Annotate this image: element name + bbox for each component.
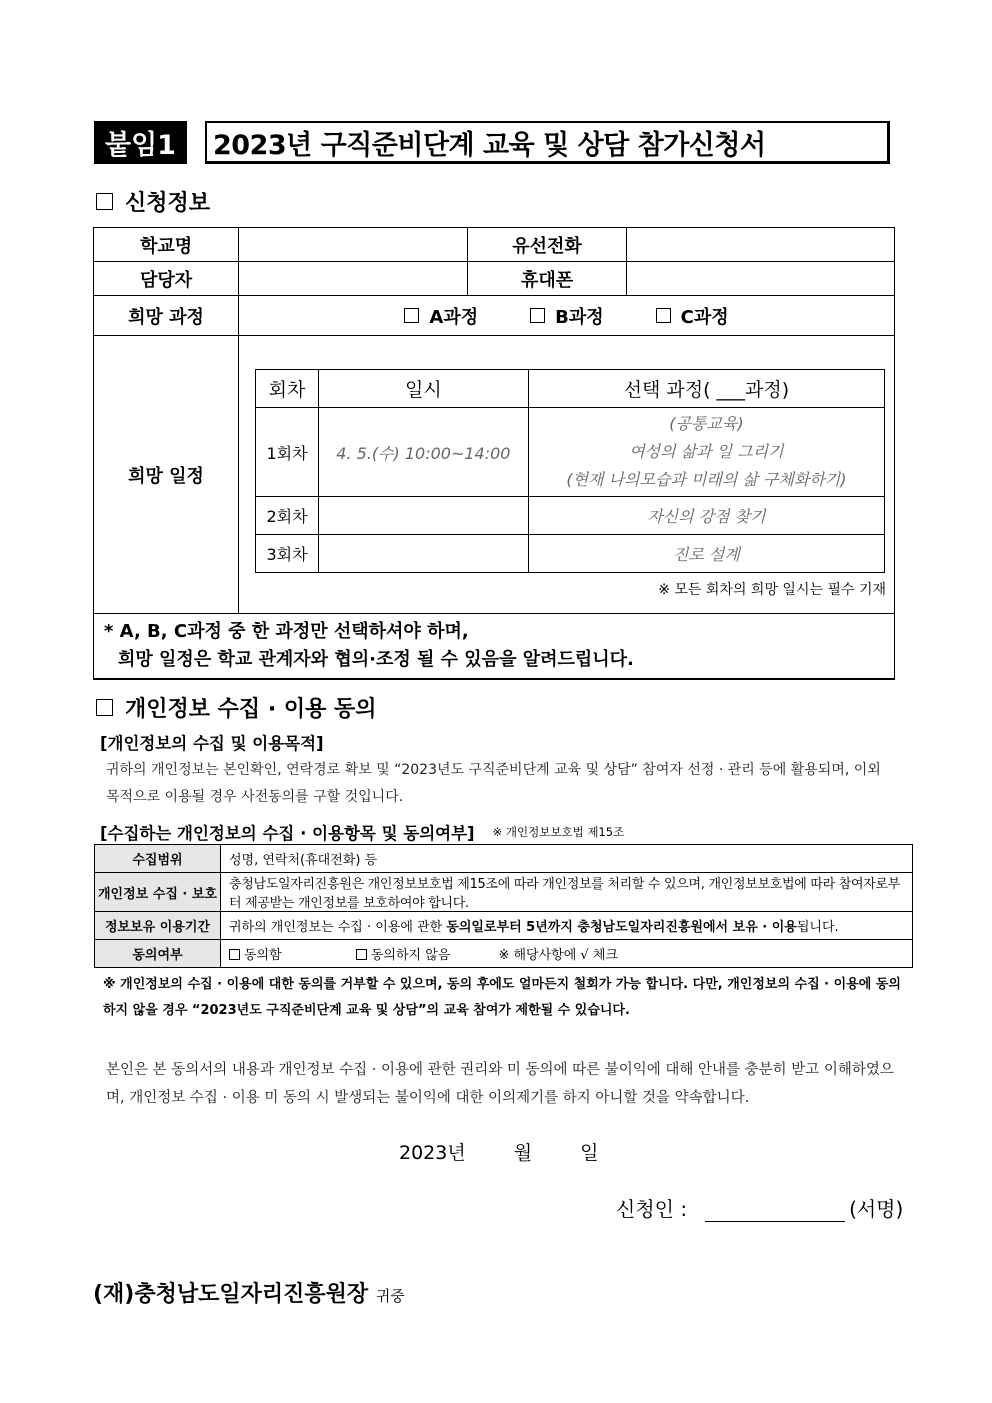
section-heading-application <box>96 186 210 217</box>
round-2-content: 자신의 강점 찾기 <box>528 497 884 535</box>
mobile-field[interactable] <box>627 262 895 296</box>
scope-key: 수집범위 <box>95 845 221 873</box>
retention-key: 정보보유 이용기간 <box>95 912 221 940</box>
course-header: 선택 과정( ___과정) <box>528 370 884 408</box>
consent-key: 동의여부 <box>95 940 221 968</box>
collection-table <box>94 844 913 968</box>
honorific: 귀중 <box>375 1287 405 1305</box>
course-option-c[interactable]: C과정 <box>656 303 729 329</box>
square-bullet-icon <box>96 699 113 716</box>
round-header: 회차 <box>256 370 319 408</box>
round-2: 2회차 <box>256 497 319 535</box>
school-field[interactable] <box>239 228 468 262</box>
course-option-a[interactable]: A과정 <box>404 303 478 329</box>
round-3-content: 진로 설계 <box>528 535 884 573</box>
course-option-b[interactable]: B과정 <box>530 303 604 329</box>
contact-person-field[interactable] <box>239 262 468 296</box>
purpose-heading: [개인정보의 수집 및 이용목적] <box>100 734 324 753</box>
purpose-text: 귀하의 개인정보는 본인확인, 연락경로 확보 및 “2023년도 구직준비단계 교육 및 상담” 참여자 선정 · 관리 등에 활용되며, 이외 목적으로 이용될 경우 사전동의를 구할 것입니다. <box>106 762 881 805</box>
recipient: (재)충청남도일자리진흥원장 귀중 <box>93 1282 405 1307</box>
round-1-content: (공통교육) 여성의 삶과 일 그리기 (현재 나의모습과 미래의 삶 구체화하기) <box>528 408 884 497</box>
date-day: 일 <box>580 1142 599 1164</box>
date-month: 월 <box>513 1142 533 1164</box>
desired-course-label: 희망 과정 <box>94 296 239 336</box>
signature-line <box>616 1193 903 1222</box>
attachment-badge: 붙임1 <box>94 121 187 164</box>
school-label: 학교명 <box>94 228 239 262</box>
round-2-datetime[interactable] <box>318 497 528 535</box>
section-heading-privacy <box>96 692 377 723</box>
round-3-datetime[interactable] <box>318 535 528 573</box>
landline-label: 유선전화 <box>468 228 627 262</box>
course-options-cell <box>239 296 895 336</box>
date-line <box>399 1138 598 1165</box>
agreement-statement: 본인은 본 동의서의 내용과 개인정보 수집 · 이용에 관한 권리와 미 동의에 따른 불이익에 대해 안내를 충분히 받고 이해하였으며, 개인정보 수집 · 이용 미 동의 시 발생되는 불이익에 대한 이의제기를 하지 아니할 것을 약속합니다. <box>106 1062 894 1106</box>
agree-option[interactable]: 동의함 <box>229 948 282 963</box>
section-title: 개인정보 수집 · 이용 동의 <box>125 697 377 722</box>
scope-value: 성명, 연락처(휴대전화) 등 <box>221 845 913 873</box>
desired-schedule-label: 희망 일정 <box>94 336 239 614</box>
mobile-label: 휴대폰 <box>468 262 627 296</box>
section-title: 신청정보 <box>125 191 211 216</box>
checkbox-icon[interactable] <box>356 949 367 960</box>
contact-person-label: 담당자 <box>94 262 239 296</box>
landline-field[interactable] <box>627 228 895 262</box>
round-1-datetime[interactable]: 4. 5.(수) 10:00~14:00 <box>318 408 528 497</box>
sign-suffix: (서명) <box>849 1197 904 1221</box>
refusal-notice: ※ 개인정보의 수집 · 이용에 대한 동의를 거부할 수 있으며, 동의 후에도 얼마든지 철회가 가능 합니다. 다만, 개인정보의 수집 · 이용에 동의하지 않을 경우 “2023년도 구직준비단계 교육 및 상담”의 교육 참여가 제한될 수 있습니다. <box>103 977 901 1018</box>
schedule-cell <box>239 336 895 614</box>
protection-value: 충청남도일자리진흥원은 개인정보보호법 제15조에 따라 개인정보를 처리할 수 있으며, 개인정보보호법에 따라 참여자로부터 제공받는 개인정보를 보호하여야 합니다. <box>221 873 913 912</box>
form-title: 2023년 구직준비단계 교육 및 상담 참가신청서 <box>205 121 890 164</box>
check-hint: ※ 해당사항에 √ 체크 <box>498 948 618 963</box>
application-table <box>93 227 895 680</box>
round-1: 1회차 <box>256 408 319 497</box>
required-note: ※ 모든 회차의 희망 일시는 필수 기재 <box>658 582 886 598</box>
protection-key: 개인정보 수집 · 보호 <box>95 873 221 912</box>
course-warning: * A, B, C과정 중 한 과정만 선택하셔야 하며, 희망 일정은 학교 관계자와 협의·조정 될 수 있음을 알려드립니다. <box>94 614 895 680</box>
datetime-header: 일시 <box>318 370 528 408</box>
checkbox-icon[interactable] <box>656 308 671 323</box>
disagree-option[interactable]: 동의하지 않음 <box>356 948 450 963</box>
checkbox-icon[interactable] <box>530 308 545 323</box>
items-heading: [수집하는 개인정보의 수집 · 이용항목 및 동의여부] ※ 개인정보보호법 제15조 <box>100 824 625 843</box>
square-bullet-icon <box>96 193 113 210</box>
signature-field[interactable] <box>705 1196 845 1222</box>
round-3: 3회차 <box>256 535 319 573</box>
retention-value: 귀하의 개인정보는 수집 · 이용에 관한 동의일로부터 5년까지 충청남도일자리진흥원에서 보유 · 이용됩니다. <box>221 912 913 940</box>
date-year: 2023년 <box>399 1142 466 1164</box>
checkbox-icon[interactable] <box>229 949 240 960</box>
law-reference: ※ 개인정보보호법 제15조 <box>492 825 625 839</box>
checkbox-icon[interactable] <box>404 308 419 323</box>
signer-label: 신청인 : <box>616 1197 688 1221</box>
schedule-table <box>255 369 885 573</box>
consent-value <box>221 940 913 968</box>
